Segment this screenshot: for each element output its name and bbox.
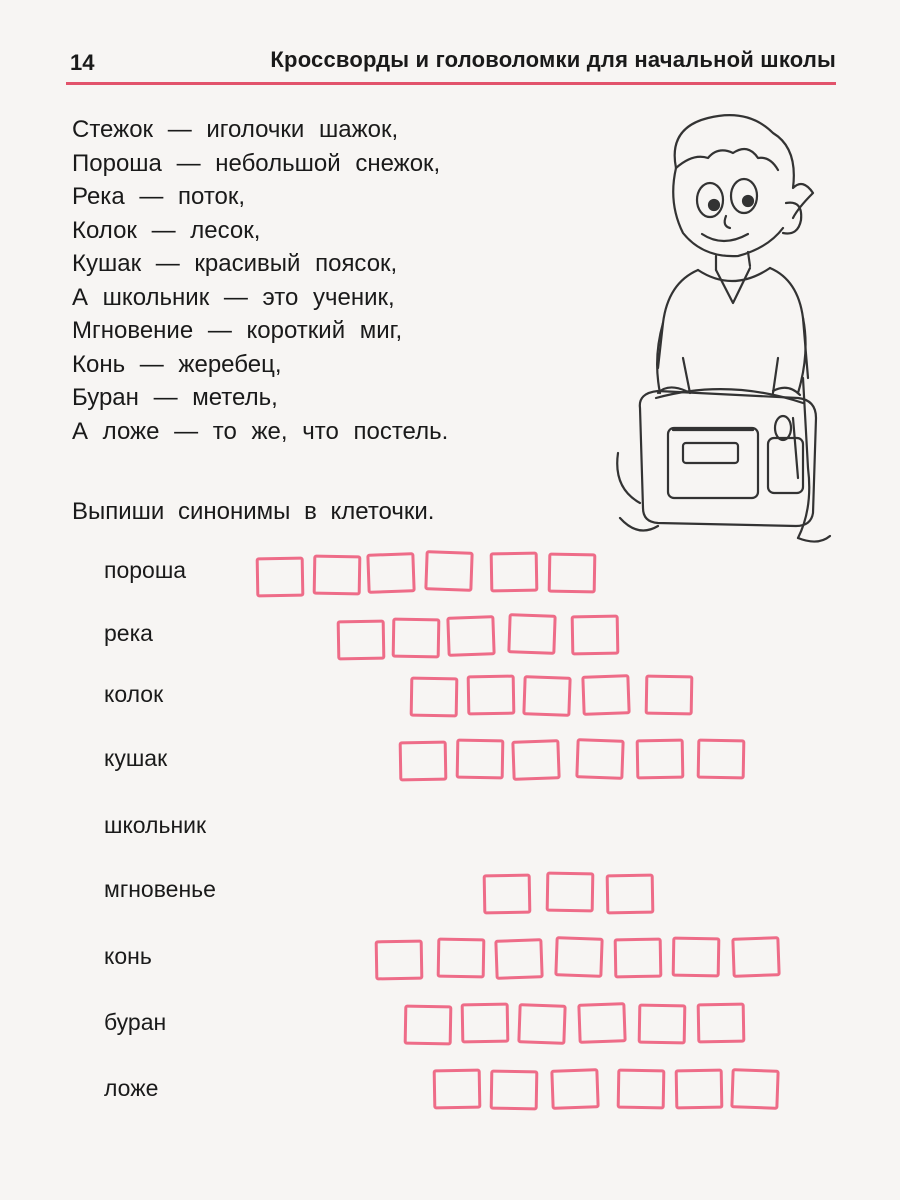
- exercise-row-mgnovenye: [0, 870, 900, 920]
- letter-box[interactable]: [483, 874, 532, 915]
- letter-box[interactable]: [614, 938, 663, 979]
- exercise-row-buran: [0, 1003, 900, 1053]
- word-label: кушак: [104, 745, 168, 771]
- poem-line: Кушак — красивый поясок,: [72, 250, 398, 277]
- running-head-title: Кроссворды и головоломки для начальной школы: [270, 47, 836, 72]
- word-label: буран: [104, 1009, 167, 1035]
- letter-box[interactable]: [433, 1069, 482, 1110]
- letter-box[interactable]: [494, 938, 543, 980]
- exercise-row-shkolnik: [0, 806, 900, 856]
- letter-box[interactable]: [550, 1068, 599, 1110]
- poem-line: Колок — лесок,: [72, 216, 261, 244]
- letter-box[interactable]: [697, 1003, 746, 1044]
- exercise-row-kolok: [0, 675, 900, 725]
- letter-box[interactable]: [337, 620, 386, 661]
- letter-box[interactable]: [490, 552, 539, 593]
- letter-box[interactable]: [424, 550, 473, 592]
- letter-box[interactable]: [404, 1005, 453, 1046]
- letter-box[interactable]: [731, 936, 780, 978]
- letter-box[interactable]: [467, 675, 516, 716]
- letter-box[interactable]: [675, 1069, 724, 1110]
- letter-box[interactable]: [730, 1068, 779, 1110]
- letter-box[interactable]: [461, 1003, 510, 1044]
- exercise-row-poroscha: [0, 551, 900, 601]
- letter-box[interactable]: [617, 1069, 666, 1110]
- letter-box[interactable]: [638, 1004, 687, 1045]
- word-label: конь: [104, 943, 152, 969]
- exercise-row-lozhe: [0, 1069, 900, 1119]
- letter-box[interactable]: [672, 937, 721, 978]
- exercise-row-kon: [0, 937, 900, 987]
- letter-box[interactable]: [546, 872, 595, 913]
- letter-box[interactable]: [581, 674, 630, 716]
- poem-line: А школьник — это ученик,: [72, 283, 395, 311]
- letter-box[interactable]: [575, 738, 624, 780]
- letter-box[interactable]: [399, 741, 448, 782]
- letter-box[interactable]: [606, 874, 655, 915]
- poem-line: Река — поток,: [72, 183, 246, 210]
- letter-box[interactable]: [456, 739, 505, 780]
- letter-box[interactable]: [554, 936, 603, 978]
- word-label: колок: [104, 681, 164, 707]
- letter-box[interactable]: [788, 1069, 789, 1109]
- letter-box[interactable]: [256, 557, 305, 598]
- letter-box[interactable]: [313, 555, 362, 596]
- exercise-row-kushak: [0, 739, 900, 789]
- word-label: школьник: [104, 812, 207, 838]
- exercise-instruction: Выпиши синонимы в клеточки.: [72, 498, 435, 525]
- letter-box[interactable]: [571, 615, 620, 656]
- poem-line: А ложе — то же, что постель.: [72, 417, 449, 445]
- poem-line: Мгновение — короткий миг,: [72, 317, 403, 344]
- word-label: река: [104, 620, 153, 646]
- letter-box[interactable]: [636, 739, 685, 780]
- letter-box[interactable]: [446, 615, 495, 657]
- letter-box[interactable]: [392, 618, 441, 659]
- letter-box[interactable]: [697, 739, 746, 780]
- poem-line: Пороша — небольшой снежок,: [72, 149, 441, 177]
- letter-box[interactable]: [437, 938, 486, 979]
- word-label: мгновенье: [104, 876, 216, 902]
- poem: [72, 113, 448, 448]
- letter-box[interactable]: [507, 613, 556, 655]
- letter-box[interactable]: [522, 675, 571, 717]
- word-label: пороша: [104, 557, 187, 583]
- letter-box[interactable]: [577, 1002, 626, 1044]
- letter-box[interactable]: [490, 1070, 539, 1111]
- word-label: ложе: [104, 1075, 159, 1101]
- boy-with-backpack-illustration: [598, 108, 833, 548]
- letter-box[interactable]: [366, 552, 415, 594]
- letter-box[interactable]: [375, 940, 424, 981]
- poem-line: Буран — метель,: [72, 384, 278, 411]
- letter-box[interactable]: [548, 553, 597, 594]
- letter-box[interactable]: [517, 1003, 566, 1045]
- letter-box[interactable]: [511, 739, 560, 781]
- poem-line: Конь — жеребец,: [72, 350, 282, 378]
- exercise-row-reka: [0, 614, 900, 664]
- letter-box[interactable]: [410, 677, 459, 718]
- poem-line: Стежок — иголочки шажок,: [72, 116, 399, 143]
- header-rule: [66, 82, 836, 85]
- letter-box[interactable]: [645, 675, 694, 716]
- page-number: 14: [70, 50, 95, 75]
